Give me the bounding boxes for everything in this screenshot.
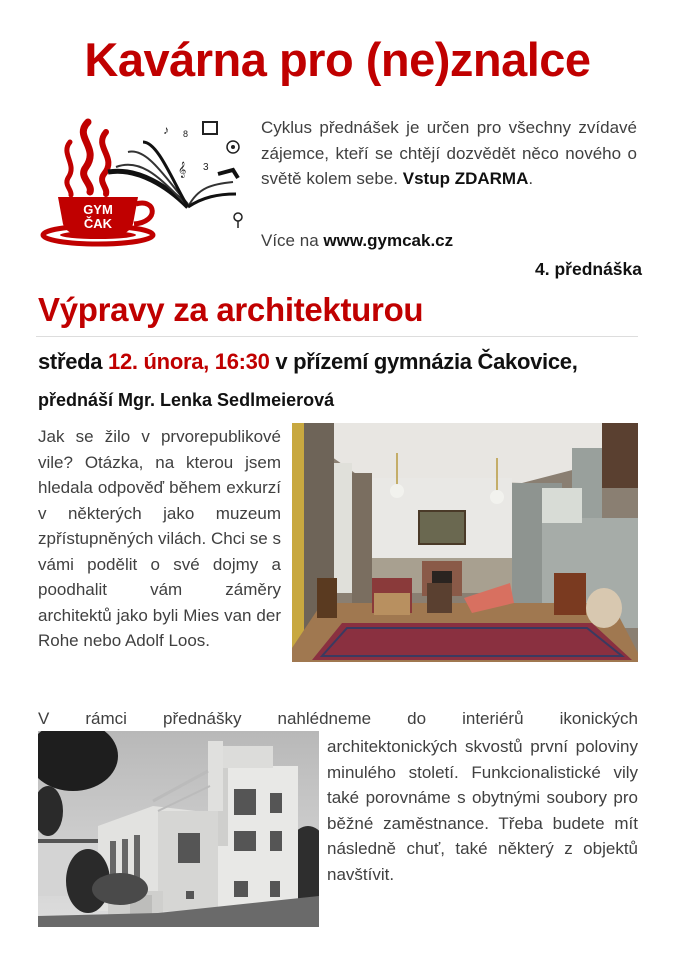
coffee-book-logo-icon [38,112,253,252]
svg-text:♪: ♪ [163,123,169,137]
paragraph-1: Jak se žilo v prvorepublikové vile? Otázka, na kterou jsem hledala odpověď během exkurzí v některých jako muzeum zpřístupněných vilách. Chci se s vámi podělit o své dojmy a poodhalit vám záměry architektů jako byli Mies van der Rohe nebo Adolf Loos. [38,427,281,650]
entry-suffix: . [528,169,534,188]
divider [36,336,638,337]
lecture-place: v přízemí gymnázia Čakovice, [269,349,578,374]
svg-text:8: 8 [183,129,189,139]
svg-text:ČAK: ČAK [83,216,113,231]
speaker: přednáší Mgr. Lenka Sedlmeierová [38,390,335,410]
interior-photo [292,423,638,662]
more-info [261,231,453,251]
svg-text:𝄞: 𝄞 [178,161,187,177]
svg-text:GYM: GYM [83,202,113,217]
paragraph-2-first-line: V rámci přednášky nahlédneme do interiérů ikonických [38,709,638,728]
paragraph-2-rest: architektonických skvostů první poloviny minulého století. Funkcionalistické vily také porovnáme s obytnými soubory pro běžné zaměstnance. Třeba budete mít následně chuť, také některý z objektů navštívit. [327,737,638,884]
free-entry-label: Vstup ZDARMA [402,169,529,188]
lecture-title: Výpravy za architekturou [38,291,424,328]
lecture-date-time: 12. února, 16:30 [108,349,270,374]
intro-text [261,115,637,192]
poster-title: Kavárna pro (ne)znalce [84,33,591,86]
intro-description: Cyklus přednášek je určen pro všechny zvídavé zájemce, kteří se chtějí dozvědět něco nového o světě kolem sebe. [261,118,637,188]
more-prefix: Více na [261,231,324,250]
svg-text:3: 3 [203,162,209,173]
lecture-when [38,349,578,375]
villa-photo [38,731,319,927]
gymcak-logo [38,112,253,252]
lecture-day: středa [38,349,109,374]
website-link[interactable]: www.gymcak.cz [323,231,454,250]
lecture-number: 4. přednáška [535,259,642,279]
